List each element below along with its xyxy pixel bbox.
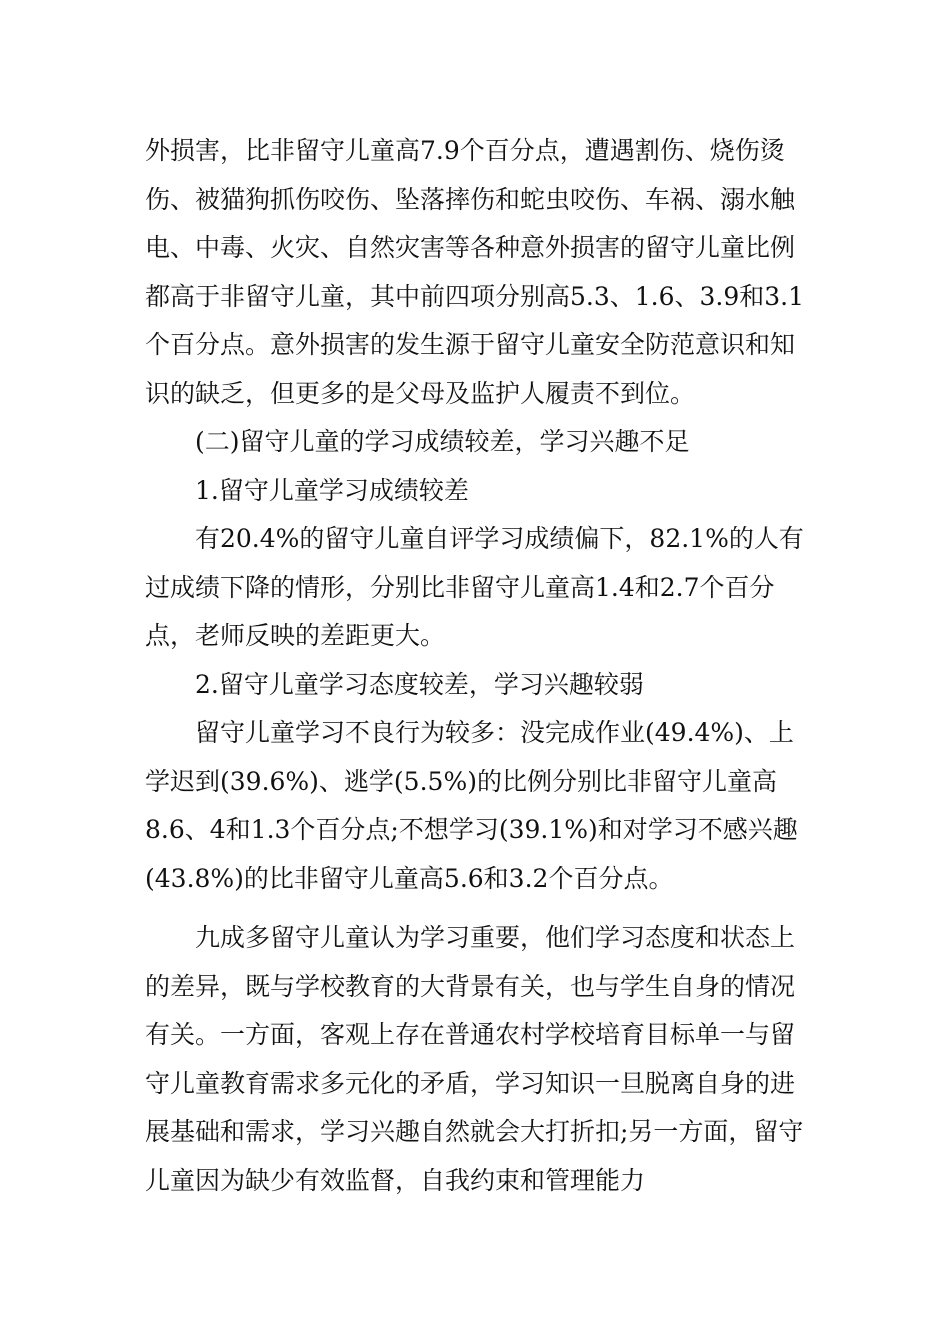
subheading-attitude: 2.留守儿童学习态度较差，学习兴趣较弱: [195, 669, 644, 699]
paragraph-learning-importance: 九成多留守儿童认为学习重要，他们学习态度和状态上的差异，既与学校教育的大背景有关，也与学生自身的情况有关。一方面，客观上存在普通农村学校培育目标单一与留守儿童教育需求多元化的矛盾，学习知识一旦脱离自身的进展基础和需求，学习兴趣自然就会大打折扣;另一方面，留守儿童因为缺少有效监督，自我约束和管理能力: [145, 923, 804, 1195]
document-body: [145, 127, 809, 1205]
paragraph-grades: 有20.4%的留守儿童自评学习成绩偏下，82.1%的人有过成绩下降的情形，分别比非留守儿童高1.4和2.7个百分点，老师反映的差距更大。: [145, 524, 804, 650]
subheading-grades: 1.留守儿童学习成绩较差: [195, 475, 469, 505]
paragraph-bad-behaviors: 留守儿童学习不良行为较多：没完成作业(49.4%)、上学迟到(39.6%)、逃学(5.5%)的比例分别比非留守儿童高8.6、4和1.3个百分点;不想学习(39.1%)和对学习不感兴趣(43.8%)的比非留守儿童高5.6和3.2个百分点。: [145, 718, 798, 893]
section-heading-learning: (二)留守儿童的学习成绩较差，学习兴趣不足: [195, 427, 690, 456]
paragraph-accidental-injury: 外损害，比非留守儿童高7.9个百分点，遭遇割伤、烧伤烫伤、被猫狗抓伤咬伤、坠落摔伤和蛇虫咬伤、车祸、溺水触电、中毒、火灾、自然灾害等各种意外损害的留守儿童比例都高于非留守儿童，其中前四项分别高5.3、1.6、3.9和3.1个百分点。意外损害的发生源于留守儿童安全防范意识和知识的缺乏，但更多的是父母及监护人履责不到位。: [145, 136, 805, 408]
